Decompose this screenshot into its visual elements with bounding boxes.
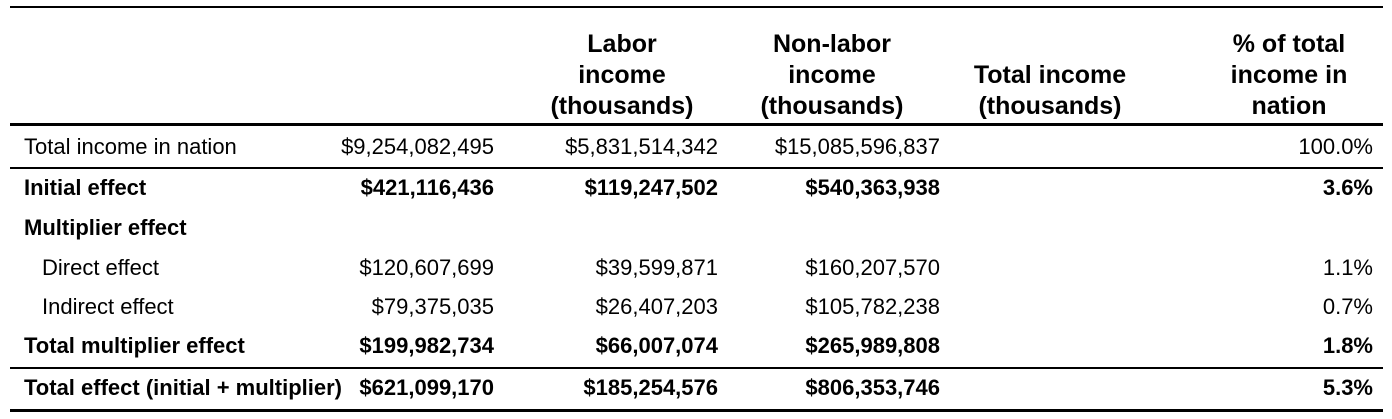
cell-nonlabor: $66,007,074 (595, 333, 718, 358)
cell-labor: $120,607,699 (359, 255, 494, 280)
cell-total: $540,363,938 (805, 175, 940, 200)
table-top-rule (10, 6, 1383, 8)
header-rule (10, 123, 1383, 126)
table-row (10, 168, 1383, 208)
table-row (10, 127, 1383, 167)
table-row (10, 287, 1383, 327)
row-label: Total effect (initial + multiplier) (24, 375, 343, 400)
cell-pct: 0.7% (1322, 294, 1373, 319)
header-total-line-1: Total income (973, 61, 1127, 89)
row-label: Initial effect (24, 175, 147, 200)
cell-pct: 5.3% (1322, 375, 1373, 400)
row-label: Total multiplier effect (24, 333, 245, 358)
header-labor-line-2: income (578, 61, 666, 89)
cell-nonlabor: $5,831,514,342 (565, 134, 718, 159)
cell-total: $160,207,570 (805, 255, 940, 280)
cell-labor: $621,099,170 (359, 375, 494, 400)
table-row (10, 326, 1383, 366)
header-pct-line-3: nation (1251, 92, 1327, 120)
row-label: Total income in nation (24, 134, 237, 159)
header-labor-income (542, 18, 702, 122)
header-nonlabor-income (737, 18, 927, 122)
cell-labor: $421,116,436 (360, 175, 494, 200)
cell-pct: 3.6% (1322, 175, 1373, 200)
table-row (10, 208, 1383, 248)
row-label: Indirect effect (42, 294, 174, 319)
cell-nonlabor: $26,407,203 (595, 294, 718, 319)
table-row (10, 248, 1383, 288)
cell-labor: $9,254,082,495 (341, 134, 494, 159)
cell-pct: 1.8% (1322, 333, 1373, 358)
cell-labor: $79,375,035 (371, 294, 494, 319)
cell-nonlabor: $185,254,576 (583, 375, 718, 400)
table-row (10, 368, 1383, 408)
header-pct-line-1: % of total (1232, 30, 1346, 58)
header-labor-line-3: (thousands) (550, 92, 694, 120)
cell-labor: $199,982,734 (359, 333, 494, 358)
cell-pct: 1.1% (1322, 255, 1373, 280)
header-total-line-2: (thousands) (978, 92, 1122, 120)
cell-total: $15,085,596,837 (774, 134, 940, 159)
header-nonlabor-line-3: (thousands) (760, 92, 904, 120)
header-nonlabor-line-1: Non-labor (772, 30, 892, 58)
cell-nonlabor: $39,599,871 (595, 255, 718, 280)
cell-total: $105,782,238 (805, 294, 940, 319)
header-nonlabor-line-2: income (788, 61, 876, 89)
header-labor-line-1: Labor (587, 30, 657, 58)
cell-total: $265,989,808 (805, 333, 940, 358)
row-label: Multiplier effect (24, 215, 187, 240)
table-bottom-rule (10, 409, 1383, 412)
cell-nonlabor: $119,247,502 (584, 175, 718, 200)
row-label: Direct effect (42, 255, 159, 280)
header-pct-of-nation (1214, 18, 1364, 122)
header-pct-line-2: income in (1230, 61, 1348, 89)
cell-pct: 100.0% (1298, 134, 1373, 159)
header-total-income (948, 18, 1152, 122)
cell-total: $806,353,746 (805, 375, 940, 400)
